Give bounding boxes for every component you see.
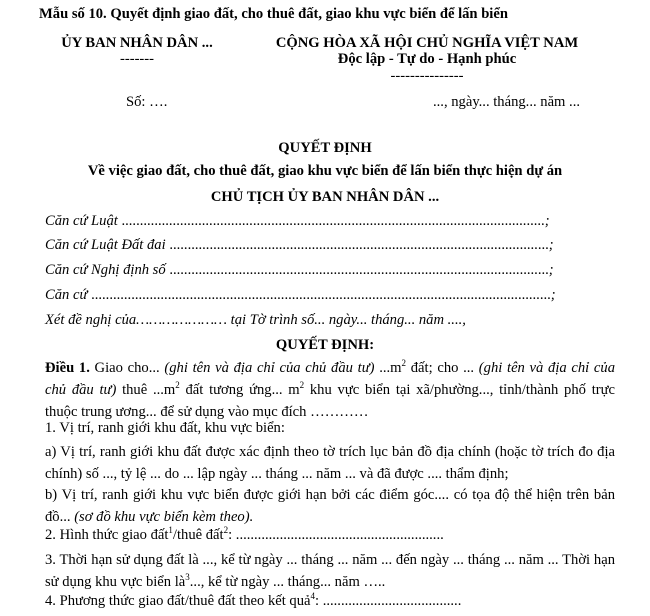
item-text: 3. Thời hạn sử dụng đất là ..., kể từ ngày ... tháng ... năm ... đến ngày ... tháng ... năm ... Thời hạn sử dụng khu vực biển là: [45, 552, 615, 590]
document-number: Số: ….: [126, 94, 168, 110]
superscript: 2: [223, 525, 229, 536]
proposal-line: Xét đề nghị của………………… tại Tờ trình số... ngày... tháng... năm ....,: [45, 312, 466, 328]
decision-authority: CHỦ TỊCH ỦY BAN NHÂN DÂN ...: [210, 189, 440, 205]
article-text: thuê ...m: [116, 382, 176, 398]
article-label: Điều 1.: [45, 360, 90, 376]
basis-end: ;: [548, 237, 554, 253]
item-text: b) Vị trí, ranh giới khu vực biển được giới hạn bởi các điểm góc.... có tọa độ thể hiện trên bản đồ...: [45, 487, 615, 525]
basis-end: ;: [548, 262, 554, 278]
superscript: 2: [175, 380, 180, 391]
superscript: 3: [185, 572, 190, 583]
item-1b: [45, 484, 615, 528]
basis-label: Căn cứ Luật: [45, 213, 118, 229]
basis-land-law: [45, 237, 554, 254]
basis-dots: ....................................................................................................................: [117, 213, 545, 229]
basis-dots: ........................................................................................................: [165, 237, 549, 253]
item-text: 2. Hình thức giao đất: [45, 527, 169, 543]
agency-name: ỦY BAN NHÂN DÂN ...: [61, 35, 213, 51]
item-text: : ......................................: [315, 593, 462, 609]
superscript: 1: [168, 525, 173, 536]
article-1: [45, 357, 615, 423]
article-italic: (ghi tên và địa chỉ của chủ đầu tư): [164, 360, 375, 376]
motto: Độc lập - Tự do - Hạnh phúc: [337, 51, 517, 67]
item-text: : .........................................................: [228, 527, 444, 543]
decision-title: QUYẾT ĐỊNH: [278, 140, 372, 156]
basis-end: ;: [544, 213, 550, 229]
superscript: 2: [401, 358, 407, 369]
item-3: [45, 549, 615, 593]
item-4: [45, 593, 461, 610]
basis-label: Căn cứ Nghị định số: [45, 262, 166, 278]
basis-label: Căn cứ: [45, 287, 88, 303]
form-title: Mẫu số 10. Quyết định giao đất, cho thuê đất, giao khu vực biển để lấn biển: [39, 6, 508, 22]
item-text: 4. Phương thức giao đất/thuê đất theo kết quả: [45, 593, 311, 609]
basis-decree: [45, 262, 554, 279]
basis-dots: ........................................................................................................: [165, 262, 549, 278]
decision-subject: Về việc giao đất, cho thuê đất, giao khu vực biển để lấn biển thực hiện dự án: [87, 163, 563, 179]
item-1a: a) Vị trí, ranh giới khu đất được xác định theo tờ trích lục bản đồ địa chính (hoặc tờ trích đo địa chính) số ..., tỷ lệ ... do ... lập ngày ... tháng ... năm ... và đã được .... thẩm định;: [45, 444, 615, 482]
article-text: Giao cho...: [89, 360, 165, 376]
agency-rule: -------: [119, 51, 155, 67]
decision-heading: QUYẾT ĐỊNH:: [275, 337, 375, 353]
superscript: 2: [299, 380, 305, 391]
item-1: 1. Vị trí, ranh giới khu đất, khu vực biển:: [45, 420, 285, 436]
country-name: CỘNG HÒA XÃ HỘI CHỦ NGHĨA VIỆT NAM: [275, 35, 579, 51]
superscript: 4: [310, 591, 315, 602]
item-italic: (sơ đồ khu vực biển kèm theo).: [74, 509, 254, 525]
item-text: ..., kể từ ngày ... tháng... năm …..: [189, 574, 386, 590]
article-italic: (ghi tên và địa chỉ của chủ đầu tư): [45, 360, 616, 398]
basis-dots: ..............................................................................................................................: [87, 287, 551, 303]
article-text: ...m: [374, 360, 402, 376]
item-2: [45, 527, 444, 544]
document-date: ..., ngày... tháng... năm ...: [433, 94, 580, 110]
item-text: /thuê đất: [172, 527, 224, 543]
basis-end: ;: [550, 287, 556, 303]
article-text: khu vực biển tại xã/phường..., tỉnh/thành phố trực thuộc trung ương... để sử dụng vào mục đích …………: [45, 382, 615, 420]
basis-law: [45, 213, 550, 230]
article-text: đất tương ứng... m: [179, 382, 300, 398]
basis-other: [45, 287, 556, 304]
article-text: đất; cho ...: [406, 360, 479, 376]
basis-label: Căn cứ Luật Đất đai: [45, 237, 166, 253]
motto-rule: ---------------: [390, 68, 464, 84]
